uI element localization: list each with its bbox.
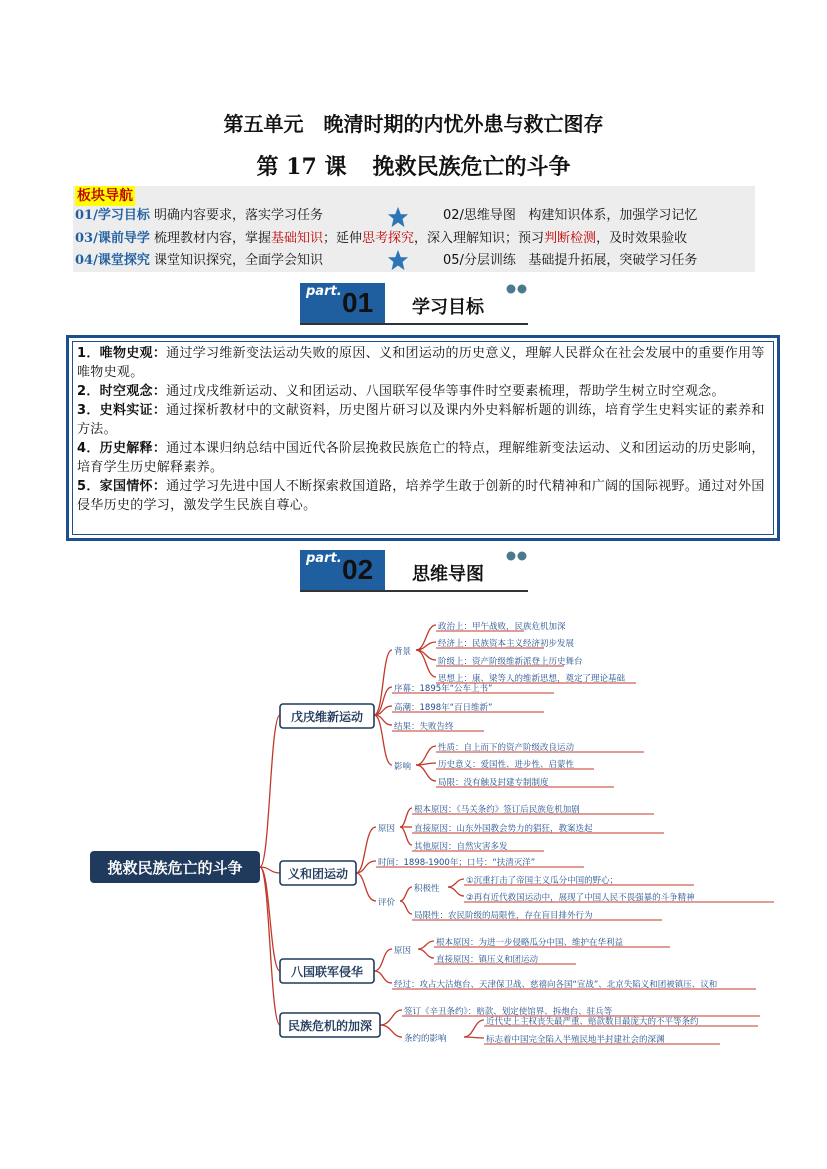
nav-text-05: 基础提升拓展，突破学习任务	[528, 253, 698, 268]
mindmap-node: 积极性	[414, 884, 440, 894]
mindmap-leaf: 其他原因：自然灾害多发	[414, 842, 508, 852]
mindmap-leaf: ②再有近代救国运动中，展现了中国人民不畏强暴的斗争精神	[466, 893, 695, 903]
mindmap-leaf: 局限：没有触及封建专制制度	[438, 778, 549, 788]
mindmap-leaf: 局限性：农民阶级的局限性，存在盲目排外行为	[414, 911, 593, 921]
mindmap-branch-2: 义和团运动	[287, 867, 349, 881]
goal-item: 5．家国情怀：通过学习先进中国人不断探索救国道路，培养学生敢于创新的时代精神和广阔的国际视野。通过对外国侵华历史的学习，激发学生民族自尊心。	[77, 479, 765, 513]
mindmap-root: 挽救民族危亡的斗争	[107, 859, 243, 877]
goal-item: 2．时空观念：通过戊戌维新运动、义和团运动、八国联军侵华等事件时空要素梳理，帮助学生树立时空观念。	[77, 384, 725, 399]
mindmap-leaf: 经济上：民族资本主义经济初步发展	[438, 639, 575, 649]
mindmap-node: 原因	[378, 824, 396, 834]
mindmap-leaf: 根本原因：为进一步侵略瓜分中国、维护在华利益	[436, 938, 624, 948]
mindmap-leaf: 经过：攻占大沽炮台、天津保卫战、慈禧向各国“宣战”、北京失陷义和团被镇压、议和	[394, 980, 718, 990]
part-number: 02	[342, 554, 374, 585]
part-title: 思维导图	[412, 564, 484, 585]
lesson-title	[0, 150, 827, 181]
nav-row-1-right	[443, 206, 697, 226]
goal-item: 4．历史解释：通过本课归纳总结中国近代各阶层挽救民族危亡的特点，理解维新变法运动、义和团运动的历史影响，培育学生历史解释素养。	[77, 441, 765, 475]
divider	[300, 323, 528, 325]
mindmap-leaf: 阶级上：资产阶级维新派登上历史舞台	[438, 657, 583, 667]
drops-icon	[505, 548, 529, 562]
nav-key-05[interactable]: 05/分层训练	[443, 253, 516, 268]
mindmap-node: 影响	[394, 762, 412, 772]
nav-key-02[interactable]: 02/思维导图	[443, 208, 516, 223]
nav-key-04[interactable]: 04/课堂探究	[75, 253, 150, 268]
nav-row-3-right	[443, 251, 697, 271]
mindmap-leaf: 政治上：甲午战败，民族危机加深	[438, 622, 566, 632]
part-02-header	[300, 550, 528, 592]
nav-highlight-1: 基础知识	[271, 231, 324, 246]
mindmap-leaf: 时间：1898-1900年；口号：“扶清灭洋”	[378, 858, 536, 868]
mindmap-leaf: 根本原因：《马关条约》签订后民族危机加剧	[414, 805, 580, 815]
part-number: 01	[342, 287, 374, 318]
nav-heading: 板块导航	[77, 188, 133, 204]
part-tag-label: part.	[306, 551, 342, 566]
nav-row-3	[75, 251, 323, 271]
mindmap-node: 原因	[394, 946, 412, 956]
star-icon	[387, 206, 409, 228]
mindmap-leaf: 签订《辛丑条约》：赔款、划定使馆界、拆炮台、驻兵等	[404, 1007, 613, 1017]
part-tag	[300, 283, 385, 323]
nav-highlight-2: 思考探究	[362, 231, 415, 246]
mindmap-leaf: 历史意义：爱国性、进步性、启蒙性	[438, 760, 575, 770]
nav-row-1	[75, 206, 323, 226]
mindmap-leaf: 思想上：康、梁等人的维新思想，奠定了理论基础	[438, 674, 626, 684]
mindmap-leaf: 性质：自上而下的资产阶级改良运动	[438, 743, 575, 753]
mindmap-leaf: 序幕：1895年“公车上书”	[394, 684, 493, 694]
nav-highlight-3: 判断检测	[544, 231, 597, 246]
nav-key-03[interactable]: 03/课前导学	[75, 231, 150, 246]
part-tag-label: part.	[306, 284, 342, 299]
lesson-number: 第 17 课	[256, 154, 347, 180]
lesson-name: 挽救民族危亡的斗争	[372, 154, 571, 180]
mind-map	[84, 605, 774, 1055]
part-title: 学习目标	[412, 297, 484, 318]
nav-text-03a: 梳理教材内容，掌握	[153, 231, 271, 246]
mindmap-branch-3: 八国联军侵华	[290, 965, 364, 979]
nav-row-2	[75, 229, 687, 249]
mindmap-leaf: 直接原因：镇压义和团运动	[436, 955, 539, 965]
goal-item: 1．唯物史观：通过学习维新变法运动失败的原因、义和团运动的历史意义，理解人民群众在社会发展中的重要作用等唯物史观。	[77, 346, 765, 380]
mindmap-leaf: 标志着中国完全陷入半殖民地半封建社会的深渊	[486, 1035, 665, 1045]
star-icon	[387, 249, 409, 271]
nav-key-01[interactable]: 01/学习目标	[75, 208, 150, 223]
mindmap-branch-1: 戊戌维新运动	[290, 710, 364, 724]
mindmap-leaf: 近代史上主权丧失最严重、赔款数目最庞大的不平等条约	[486, 1017, 699, 1027]
mindmap-leaf: 直接原因：山东外国教会势力的猖狂，教案迭起	[414, 824, 593, 834]
nav-text-03d: ，及时效果验收	[596, 231, 688, 246]
unit-title: 第五单元 晚清时期的内忧外患与救亡图存	[223, 112, 604, 136]
learning-goals-list	[77, 344, 769, 515]
nav-text-02: 构建知识体系，加强学习记忆	[528, 208, 698, 223]
divider	[300, 590, 528, 592]
mindmap-node: 背景	[394, 647, 412, 657]
nav-text-03c: ，深入理解知识；预习	[414, 231, 545, 246]
mindmap-branch-4: 民族危机的加深	[287, 1019, 373, 1033]
nav-text-01: 明确内容要求，落实学习任务	[153, 208, 323, 223]
mindmap-leaf: 结果：失败告终	[394, 722, 454, 732]
drops-icon	[505, 281, 529, 295]
learning-goals-box	[66, 335, 780, 541]
part-tag	[300, 550, 385, 590]
nav-text-03b: ；延伸	[323, 231, 363, 246]
mindmap-leaf: ①沉重打击了帝国主义瓜分中国的野心；	[466, 876, 619, 886]
section-navigation	[73, 186, 755, 272]
mindmap-node: 条约的影响	[404, 1034, 447, 1044]
nav-text-04: 课堂知识探究，全面学会知识	[153, 253, 323, 268]
mindmap-node: 评价	[378, 898, 396, 908]
mindmap-leaf: 高潮：1898年“百日维新”	[394, 703, 493, 713]
part-01-header	[300, 283, 528, 325]
goal-item: 3．史料实证：通过探析教材中的文献资料，历史图片研习以及课内外史料解析题的训练，培育学生史料实证的素养和方法。	[77, 403, 765, 437]
